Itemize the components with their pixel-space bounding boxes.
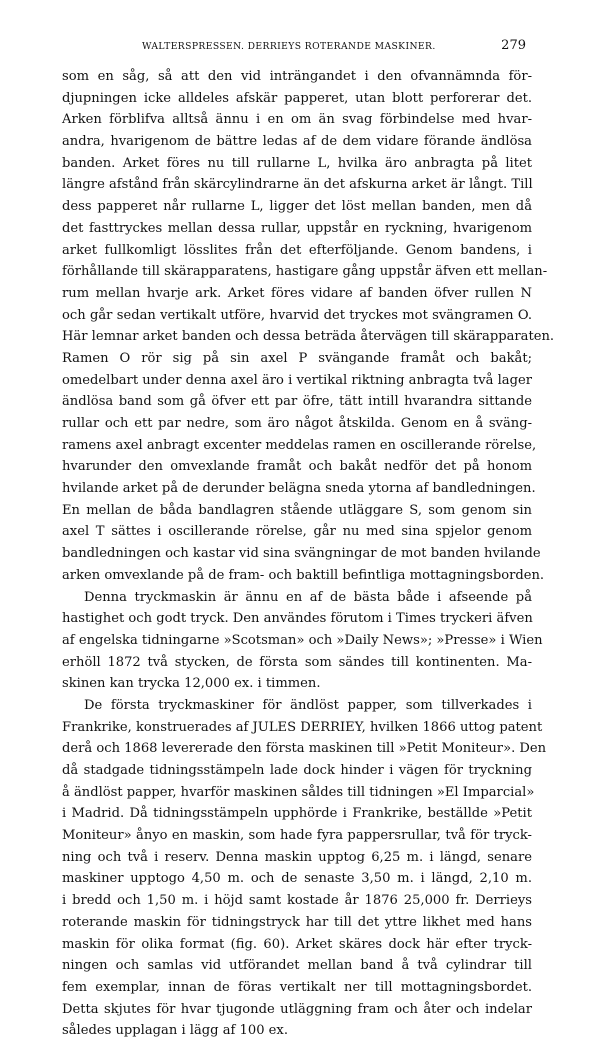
text-line: erhöll 1872 två stycken, de första som sändes till kontinenten. Ma- bbox=[62, 654, 532, 670]
text-line: Denna tryckmaskin är ännu en af de bästa både i afseende på bbox=[84, 589, 532, 605]
text-line: i Madrid. Då tidningsstämpeln upphörde i Frankrike, beställde »Petit bbox=[62, 806, 532, 822]
text-line: Detta skjutes för hvar tjugonde utläggning fram och åter och indelar bbox=[62, 1001, 532, 1017]
text-line: dess papperet når rullarne L, ligger det löst mellan banden, men då bbox=[62, 199, 532, 215]
text-line: rullar och ett par nedre, som äro något åtskilda. Genom en å sväng- bbox=[62, 416, 532, 431]
text-line: i bredd och 1,50 m. i höjd samt kostade år 1876 25,000 fr. Derrieys bbox=[62, 893, 532, 909]
text-line: rum mellan hvarje ark. Arket föres vidare af banden öfver rullen N bbox=[62, 285, 532, 301]
text-line: skinen kan trycka 12,000 ex. i timmen. bbox=[62, 676, 321, 692]
text-line: som en såg, så att den vid inträngandet i den ofvannämnda för- bbox=[62, 69, 532, 84]
text-line: hvarunder den omvexlande framåt och bakåt nedför det på honom bbox=[62, 459, 532, 475]
text-line: det fasttryckes mellan dessa rullar, uppstår en ryckning, hvarigenom bbox=[62, 220, 532, 236]
paragraph bbox=[62, 587, 543, 695]
text-line: arken omvexlande på de fram- och baktill befintliga mottagningsborden. bbox=[62, 567, 545, 583]
running-head: WALTERSPRESSEN. DERRIEYS ROTERANDE MASKINER. bbox=[142, 41, 436, 52]
text-line: andra, hvarigenom de bättre ledas af de dem vidare förande ändlösa bbox=[62, 134, 532, 150]
text-line: hvilande arket på de derunder belägna sneda ytorna af bandledningen. bbox=[62, 481, 536, 497]
text-line: ändlösa band som gå öfver ett par öfre, tätt intill hvarandra sittande bbox=[62, 394, 532, 410]
page-header bbox=[62, 38, 532, 58]
text-line: bandledningen och kastar vid sina svängningar de mot banden hvilande bbox=[62, 546, 541, 562]
text-line: maskiner upptogo 4,50 m. och de senaste 3,50 m. i längd, 2,10 m. bbox=[62, 871, 532, 887]
text-line: axel T sättes i oscillerande rörelse, går nu med sina spjelor genom bbox=[62, 524, 532, 540]
text-line: maskin för olika format (fig. 60). Arket skäres dock här efter tryck- bbox=[62, 936, 532, 952]
text-line: arket fullkomligt lösslites från det efterföljande. Genom bandens, i bbox=[62, 242, 532, 258]
text-line: roterande maskin för tidningstryck har till det yttre likhet med hans bbox=[62, 914, 532, 930]
text-line: längre afstånd från skärcylindrarne än det afskurna arket är långt. Till bbox=[62, 177, 533, 193]
text-line: omedelbart under denna axel äro i vertikal riktning anbragta två lager bbox=[62, 372, 532, 388]
text-line: hastighet och godt tryck. Den användes förutom i Times tryckeri äfven bbox=[62, 611, 533, 627]
page-number: 279 bbox=[501, 38, 526, 53]
text-line: derå och 1868 levererade den första maskinen till »Petit Moniteur». Den bbox=[62, 741, 547, 757]
body-text bbox=[62, 66, 555, 1042]
paragraph bbox=[62, 695, 547, 1042]
text-line: Ramen O rör sig på sin axel P svängande framåt och bakåt; bbox=[62, 350, 532, 366]
text-line: Här lemnar arket banden och dessa beträda återvägen till skärapparaten. bbox=[62, 329, 555, 345]
text-line: Arken förblifva alltså ännu i en om än svag förbindelse med hvar- bbox=[62, 112, 532, 128]
text-line: således upplagan i lägg af 100 ex. bbox=[62, 1023, 288, 1039]
text-line: De första tryckmaskiner för ändlöst papper, som tillverkades i bbox=[84, 697, 532, 713]
text-line: å ändlöst papper, hvarför maskinen såldes till tidningen »El Imparcial» bbox=[62, 784, 535, 800]
text-line: ramens axel anbragt excenter meddelas ramen en oscillerande rörelse, bbox=[62, 437, 537, 453]
text-line: Frankrike, konstruerades af JULES DERRIEY, hvilken 1866 uttog patent bbox=[62, 719, 543, 735]
text-line: då stadgade tidningsstämpeln lade dock hinder i vägen för tryckning bbox=[62, 763, 532, 778]
text-line: och går sedan vertikalt utföre, hvarvid det tryckes mot svängramen O. bbox=[62, 307, 532, 323]
text-line: ning och två i reserv. Denna maskin upptog 6,25 m. i längd, senare bbox=[62, 849, 532, 865]
text-line: af engelska tidningarne »Scotsman» och »Daily News»; »Presse» i Wien bbox=[62, 632, 543, 648]
text-line: En mellan de båda bandlagren stående utläggare S, som genom sin bbox=[62, 502, 532, 518]
text-line: ningen och samlas vid utförandet mellan band å två cylindrar till bbox=[62, 958, 532, 974]
text-line: Moniteur» ånyo en maskin, som hade fyra pappersrullar, två för tryck- bbox=[62, 828, 532, 844]
text-line: förhållande till skärapparatens, hastigare gång uppstår äfven ett mellan- bbox=[62, 264, 548, 280]
text-line: fem exemplar, innan de föras vertikalt ner till mottagningsbordet. bbox=[62, 979, 532, 995]
text-line: djupningen icke alldeles afskär papperet, utan blott perforerar det. bbox=[62, 90, 532, 106]
paragraph bbox=[62, 66, 555, 587]
text-line: banden. Arket föres nu till rullarne L, hvilka äro anbragta på litet bbox=[62, 155, 532, 171]
